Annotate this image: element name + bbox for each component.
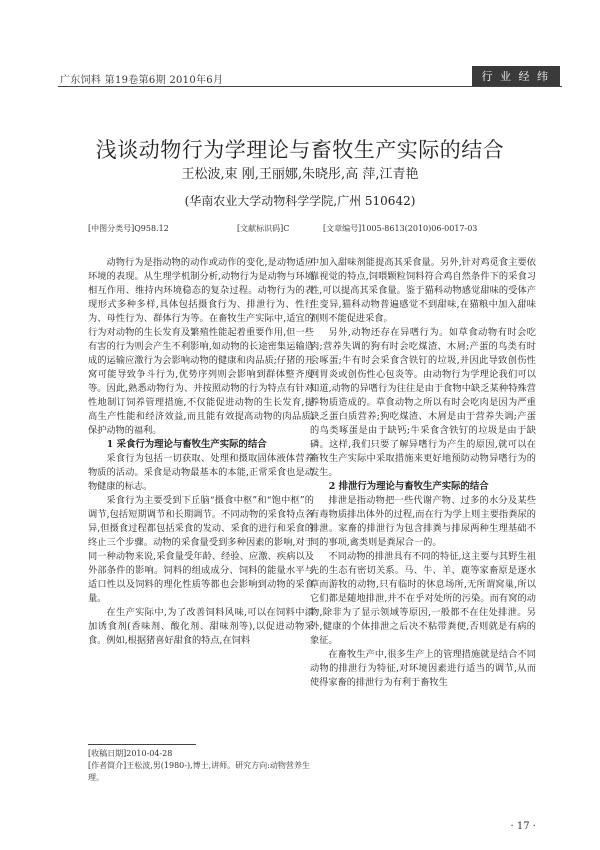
paragraph: 在生产实际中,为了改善饲料风味,可以在饲料中添加诱食剂(香味剂、酸化剂、甜味剂等),以促进动物采食。例如,根据猪喜好甜食的特点,在饲料 <box>88 607 314 646</box>
paragraph: 排泄是指动物把一些代谢产物、过多的水分及某些有毒物质排出体外的过程,而在行为学上则主要指粪尿的排泄。家畜的排泄行为包含排粪与排尿两种生理基础不同的事项,禽类则是粪尿合一的。 <box>310 495 536 548</box>
footnote-rule <box>88 744 196 745</box>
section-heading: 2 排泄行为理论与畜牧生产实际的结合 <box>328 481 489 492</box>
paragraph: 另外,动物还存在异嗜行为。如草食动物有时会吃肉;营养失调的狗有时会吃煤渣、木屑;产蛋的鸟类有时会啄蛋;牛有时会采食含铁钉的垃圾,并因此导致创伤性网胃炎或创伤性心包炎等。由动物行为学理论我们可以知道,动物的异嗜行为往往是由于食物中缺乏某种特殊营养物质造成的。草食动物之所以有时会吃肉是因为严重缺乏蛋白质营养;狗吃煤渣、木屑是由于营养失调;产蛋的鸟类啄蛋是由于缺钙;牛采食含铁钉的垃圾是由于缺磷。这样,我们只要了解异嗜行为产生的原因,就可以在畜牧生产实际中采取措施来更好地预防动物异嗜行为的发生。 <box>310 327 536 478</box>
page-number: · 17 · <box>510 821 536 832</box>
paragraph: 不同动物的排泄具有不同的特征,这主要与其野生祖先的生态有密切关系。马、牛、羊、鹿等家畜原是逐水草而游牧的动物,只有临时的休息场所,无所谓窝巢,所以它们都是随地排泄,并不在乎对处所的污染。而有窝的动物,除非为了显示领域等原因,一般都不在住处排泄。另外,健康的个体排泄之后决不粘带粪便,否则就是有病的象征。 <box>310 551 536 646</box>
article-number: [文章编号]1005-8613(2010)06-0017-03 <box>323 224 478 233</box>
paragraph: 动物行为是指动物的动作或动作的变化,是动物适应环境的表现。从生理学机制分析,动物行为是动物与环境相互作用、维持内环境稳态的复杂过程。动物行为的表现形式多种多样,具体包括摄食行为、排泄行为、性行为、母性行为、群体行为等。在畜牧生产实际中,适宜的行为对动物的生长发育及繁殖性能起着重要作用,但一些有害的行为则会产生不利影响,如动物的长途密集运输造成的运输应激行为会影响动物的健康和肉品质;仔猪的开窝可能导致争斗行为,优势序列则会影响到群体整齐度等。因此,熟悉动物行为、并按照动物的行为特点有针对性地制订饲养管理措施,不仅能促进动物的生长发育,提高生产性能和经济效益,而且能有效提高动物的肉品质,保护动物的福利。 <box>88 257 314 436</box>
journal-citation: 广东饲料 第19卷第6期 2010年6月 <box>60 75 224 86</box>
document-code: [文献标识码]C <box>237 224 290 233</box>
received-date: [收稿日期]2010-04-28 <box>88 749 173 758</box>
paragraph: 采食行为主要受到下丘脑“摄食中枢”和“饱中枢”的调节,包括短期调节和长期调节。不同动物的采食特点各异,但摄食过程都包括采食的发动、采食的进行和采食的终止三个步骤。动物的采食量受到多种因素的影响,对于同一种动物来说,采食量受年龄、经验、应激、疾病以及外部条件的影响。饲料的组成成分、饲料的能量水平与适口性以及饲料的理化性质等都也会影响到动物的采食量。 <box>88 495 314 604</box>
left-column <box>88 256 314 648</box>
footnote <box>88 748 314 784</box>
paragraph: 在畜牧生产中,很多生产上的管理措施就是结合不同动物的排泄行为特征,对环境因素进行适当的调节,从而使得家畜的排泄行为有利于畜牧生 <box>310 649 536 688</box>
header-rule <box>58 86 562 87</box>
author-intro: [作者简介]王松波,男(1980-),博士,讲师。研究方向:动物营养生理。 <box>88 761 310 782</box>
right-column <box>310 256 536 690</box>
article-affiliation: (华南农业大学动物科学学院,广州 510642) <box>184 194 416 208</box>
section-tag: 行 业 经 纬 <box>472 66 561 86</box>
article-authors: 王松波,束 刚,王丽娜,朱晓彤,高 萍,江青艳 <box>181 167 419 182</box>
section-heading: 1 采食行为理论与畜牧生产实际的结合 <box>106 439 267 450</box>
paragraph-continued: 中加入甜味剂能提高其采食量。另外,针对鸡觅食主要依靠视觉的特点,饲喂颗粒饲料符合鸡自然条件下的采食习性,可以提高其采食量。鉴于猫科动物感觉甜味的受体产生变异,猫科动物普遍感觉不到甜味,在猫粮中加入甜味剂则不能促进采食。 <box>310 257 536 324</box>
paragraph: 采食行为包括一切获取、处理和摄取固体液体营养物质的活动。采食是动物最基本的本能,正常采食也是动物健康的标志。 <box>88 453 314 492</box>
clc-number: [中图分类号]Q958.12 <box>88 224 169 233</box>
article-title: 浅谈动物行为学理论与畜牧生产实际的结合 <box>95 138 505 163</box>
